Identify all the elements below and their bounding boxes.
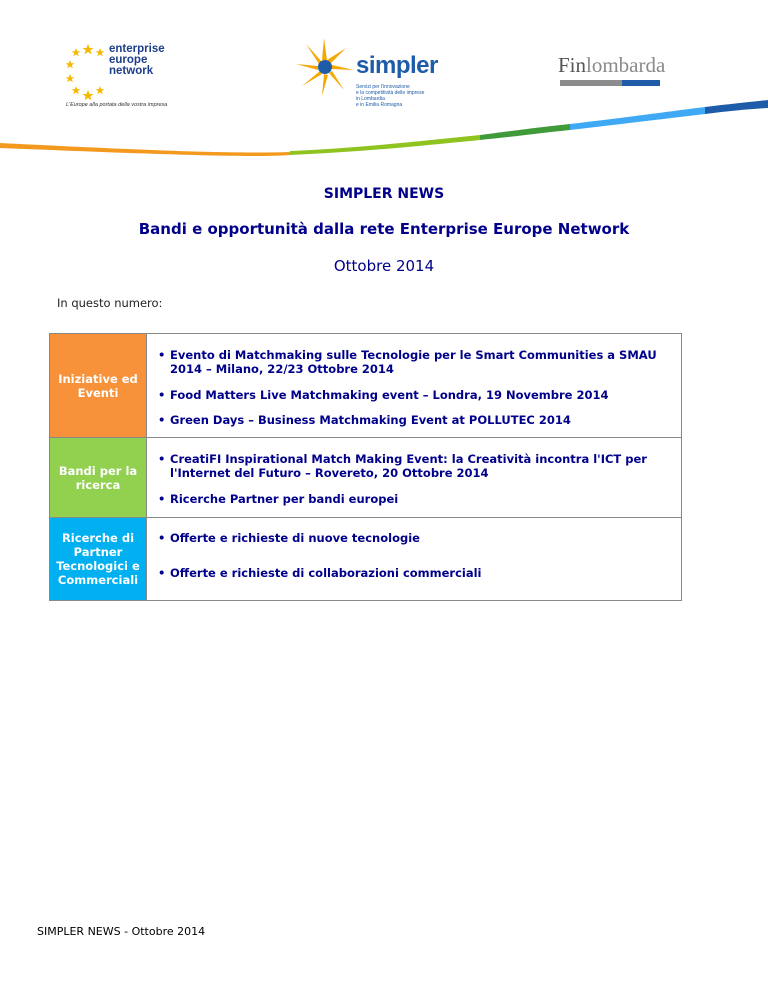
category-cell: Iniziative ed Eventi (50, 334, 147, 437)
contents-link[interactable]: • Offerte e richieste di collaborazioni commerciali (158, 566, 690, 580)
een-logo-line3: network (109, 65, 154, 77)
contents-row (50, 518, 681, 600)
finlombarda-fin: Fin (558, 53, 587, 77)
issue-date: Ottobre 2014 (333, 257, 435, 275)
finlombarda-arrow-bar (560, 80, 660, 87)
een-logo-line1: enterprise (109, 43, 165, 55)
newsletter-title: SIMPLER NEWS (323, 186, 445, 202)
contents-link[interactable]: • Offerte e richieste di nuove tecnologie (158, 531, 690, 545)
contents-row (50, 438, 681, 518)
contents-link[interactable]: • Food Matters Live Matchmaking event – Londra, 19 Novembre 2014 (158, 388, 690, 402)
page-footer: SIMPLER NEWS - Ottobre 2014 (37, 925, 206, 938)
intro-text: In questo numero: (57, 296, 163, 310)
category-cell: Ricerche di Partner Tecnologici e Commerciali (50, 518, 147, 600)
contents-row (50, 334, 681, 438)
simpler-subtitle: Servizi per l'innovazione e la competitività delle imprese in Lombardia e in Emilia Romagna (356, 84, 425, 108)
contents-link[interactable]: • Ricerche Partner per bandi europei (158, 492, 690, 506)
contents-table (49, 333, 682, 601)
star-ring-icon (66, 42, 110, 100)
contents-link[interactable]: • Evento di Matchmaking sulle Tecnologie per le Smart Communities a SMAU 2014 – Milano, 22/23 Ottobre 2014 (158, 348, 690, 376)
newsletter-subtitle: Bandi e opportunità dalla rete Enterprise Europe Network (138, 220, 630, 238)
category-cell: Bandi per la ricerca (50, 438, 147, 517)
een-logo-line2: europe (109, 54, 148, 66)
header-swoosh-band (0, 100, 768, 165)
een-tagline: L'Europe alla portata della vostra impresa (66, 102, 168, 108)
simpler-star-icon (296, 38, 356, 98)
finlombarda-logo (558, 53, 666, 93)
simpler-wordmark: simpler (356, 52, 438, 79)
contents-link[interactable]: • CreatiFI Inspirational Match Making Event: la Creatività incontra l'ICT per l'Internet del Futuro – Rovereto, 20 Ottobre 2014 (158, 452, 690, 480)
finlombarda-lombarda: lombarda (586, 53, 666, 77)
contents-link[interactable]: • Green Days – Business Matchmaking Event at POLLUTEC 2014 (158, 413, 690, 427)
